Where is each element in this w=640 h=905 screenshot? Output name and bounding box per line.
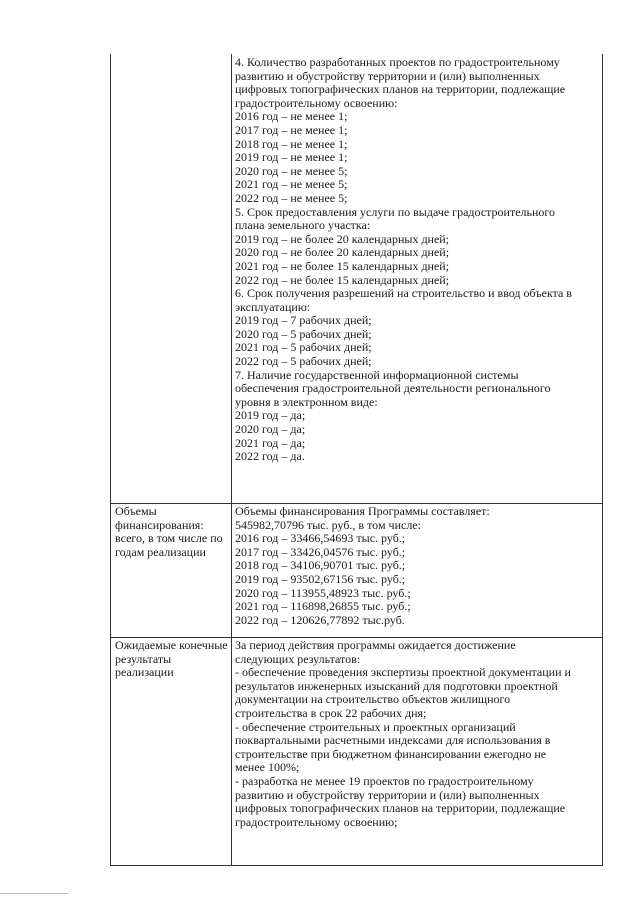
text-line: 2020 год – 113955,48923 тыс. руб.; [235, 585, 411, 600]
text-line: 4. Количество разработанных проектов по градостроительному [235, 55, 560, 69]
text-line: 2019 год – не более 20 календарных дней; [235, 231, 450, 246]
text-line: Объемы [115, 504, 157, 518]
text-line: 2019 год – не менее 1; [235, 150, 348, 165]
text-line: 2021 год – 116898,26855 тыс. руб.; [235, 599, 411, 614]
text-line: цифровых топографических планов на территории, подлежащие [235, 82, 566, 97]
text-line: финансирования: [115, 517, 204, 532]
text-line: результаты [115, 651, 172, 666]
text-line: 6. Срок получения разрешений на строительство и ввод объекта в [235, 286, 572, 301]
text-line: - разработка не менее 19 проектов по градостроительному [235, 773, 534, 788]
financing-label-cell [115, 505, 229, 559]
text-line: градостроительному освоению; [235, 814, 398, 829]
text-line: всего, в том числе по [115, 531, 223, 546]
text-line: 2020 год – да; [235, 422, 306, 437]
text-line: следующих результатов: [235, 651, 361, 666]
text-line: 7. Наличие государственной информационной системы [235, 367, 519, 382]
expected-results-label-cell [115, 639, 229, 680]
text-line: 2019 год – 7 рабочих дней; [235, 313, 372, 328]
text-line: 2022 год – не более 15 календарных дней; [235, 272, 450, 287]
text-line: развитию и обустройству территории и (или) выполненных [235, 68, 540, 83]
text-line: документации на строительство объектов жилищного [235, 692, 511, 707]
column-divider [231, 54, 232, 865]
text-line: 2018 год – не менее 1; [235, 136, 348, 151]
text-line: 5. Срок предоставления услуги по выдаче градостроительного [235, 204, 556, 219]
text-line: эксплуатацию: [235, 299, 311, 314]
text-line: 2016 год – не менее 1; [235, 109, 348, 124]
text-line: 2017 год – не менее 1; [235, 122, 348, 137]
text-line: 2021 год – 5 рабочих дней; [235, 340, 372, 355]
text-line: 2016 год – 33466,54693 тыс. руб.; [235, 531, 406, 546]
financing-value-cell [235, 505, 599, 627]
text-line: поквартальными расчетными индексами для использования в [235, 733, 551, 748]
text-line: строительстве при бюджетном финансировании ежегодно не [235, 746, 547, 761]
text-line: 2017 год – 33426,04576 тыс. руб.; [235, 544, 406, 559]
text-line: строительства в срок 22 рабочих дня; [235, 705, 427, 720]
text-line: 545982,70796 тыс. руб., в том числе: [235, 517, 421, 532]
text-line: 2022 год – 5 рабочих дней; [235, 354, 372, 369]
text-line: 2021 год – не более 15 календарных дней; [235, 258, 450, 273]
text-line: 2019 год – да; [235, 408, 306, 423]
text-line: 2020 год – не менее 5; [235, 163, 348, 178]
text-line: - обеспечение проведения экспертизы проектной документации и [235, 665, 571, 680]
program-passport-table [110, 54, 603, 866]
text-line: 2019 год – 93502,67156 тыс. руб.; [235, 571, 406, 586]
text-line: 2022 год – 120626,77892 тыс.руб. [235, 612, 405, 627]
text-line: 2022 год – не менее 5; [235, 190, 348, 205]
text-line: - обеспечение строительных и проектных организаций [235, 719, 516, 734]
text-line: плана земельного участка: [235, 218, 371, 233]
text-line: 2021 год – да; [235, 435, 306, 450]
text-line: уровня в электронном виде: [235, 394, 378, 409]
text-line: Объемы финансирования Программы составляет: [235, 504, 490, 518]
text-line: 2020 год – 5 рабочих дней; [235, 326, 372, 341]
text-line: 2018 год – 34106,90701 тыс. руб.; [235, 558, 406, 573]
text-line: годам реализации [115, 544, 206, 559]
text-line: реализации [115, 665, 174, 680]
text-line: градостроительному освоению: [235, 95, 398, 110]
row1-value-cell [235, 56, 599, 464]
text-line: Ожидаемые конечные [115, 638, 228, 652]
text-line: обеспечения градостроительной деятельности регионального [235, 381, 551, 396]
text-line: результатов инженерных изысканий для подготовки проектной [235, 678, 558, 693]
text-line: 2020 год – не более 20 календарных дней; [235, 245, 450, 260]
text-line: 2021 год – не менее 5; [235, 177, 348, 192]
scan-edge-mark [0, 893, 68, 894]
text-line: цифровых топографических планов на территории, подлежащие [235, 801, 566, 816]
text-line: развитию и обустройству территории и (или) выполненных [235, 787, 540, 802]
text-line: менее 100%; [235, 760, 300, 775]
text-line: За период действия программы ожидается достижение [235, 638, 516, 652]
text-line: 2022 год – да. [235, 449, 305, 464]
expected-results-value-cell [235, 639, 599, 829]
